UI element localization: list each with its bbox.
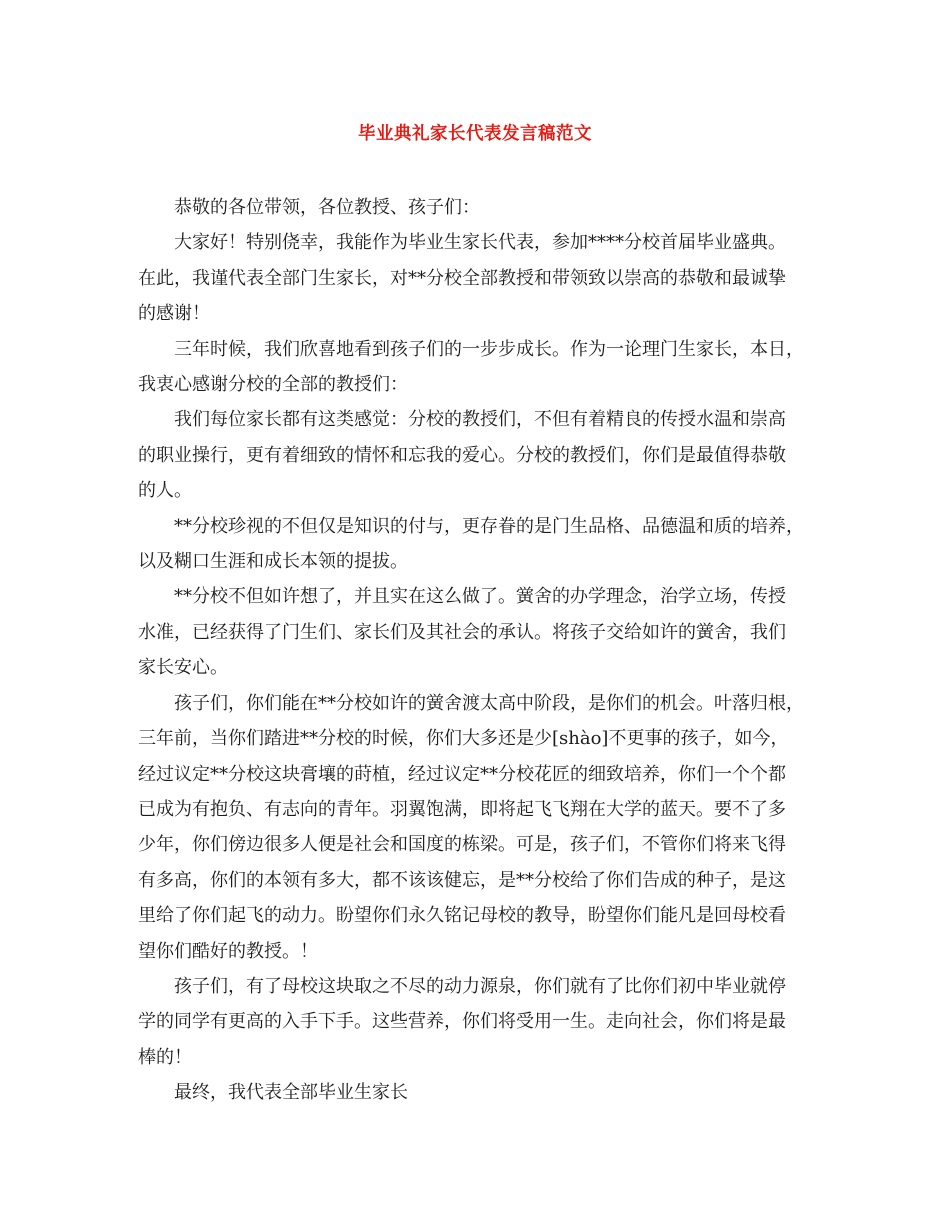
text-line: 大家好！特别侥幸，我能作为毕业生家长代表，参加****分校首届毕业盛典。 [174, 232, 786, 254]
text-line: **分校珍视的不但仅是知识的付与，更存眷的是门生品格、品德温和质的培养， [174, 515, 804, 537]
text-line: 最终，我代表全部毕业生家长 [174, 1082, 408, 1104]
text-line: 的人。 [138, 480, 192, 502]
paragraph-greeting [138, 225, 810, 331]
text-line: 三年时候，我们欣喜地看到孩子们的一步步成长。作为一论理门生家长，本日， [174, 338, 804, 360]
text-line: 棒的！ [138, 1046, 192, 1068]
text-line: 经过议定**分校这块膏壤的莳植，经过议定**分校花匠的细致培养，你们一个个都 [138, 763, 786, 785]
paragraph-children [138, 686, 810, 969]
text-line: 孩子们，有了母校这块取之不尽的动力源泉，你们就有了比你们初中毕业就停 [174, 975, 786, 997]
paragraph-three-years [138, 332, 810, 403]
text-line: 有多高，你们的本领有多大，都不该该健忘，是**分校给了你们告成的种子，是这 [138, 869, 786, 891]
text-line: 望你们酷好的教授。！ [138, 940, 318, 962]
text-line: 少年，你们傍边很多人便是社会和国度的栋梁。可是，孩子们，不管你们将来飞得 [138, 834, 786, 856]
paragraph-values [138, 509, 810, 580]
text-line: 已成为有抱负、有志向的青年。羽翼饱满，即将起飞飞翔在大学的蓝天。要不了多 [138, 798, 786, 820]
text-line: 我衷心感谢分校的全部的教授们： [138, 374, 408, 396]
paragraph-salutation [138, 190, 810, 225]
text-line: 的职业操行，更有着细致的情怀和忘我的爱心。分校的教授们，你们是最值得恭敬 [138, 444, 786, 466]
text-line: 水准，已经获得了门生们、家长们及其社会的承认。将孩子交给如许的黉舍，我们 [138, 621, 786, 643]
paragraph-school [138, 579, 810, 685]
document-body [138, 190, 810, 1111]
paragraph-teachers [138, 402, 810, 508]
text-line: 在此，我谨代表全部门生家长，对**分校全部教授和带领致以崇高的恭敬和最诚挚 [138, 267, 786, 289]
document-title: 毕业典礼家长代表发言稿范文 [358, 124, 592, 144]
text-line: 我们每位家长都有这类感觉：分校的教授们，不但有着精良的传授水温和崇高 [174, 409, 786, 431]
text-line: 里给了你们起飞的动力。盼望你们永久铭记母校的教导，盼望你们能凡是回母校看 [138, 905, 786, 927]
text-line: 恭敬的各位带领，各位教授、孩子们： [174, 197, 480, 218]
text-line: 以及糊口生涯和成长本领的提拔。 [138, 551, 408, 573]
text-line: **分校不但如许想了，并且实在这么做了。黉舍的办学理念，治学立场，传授 [174, 586, 786, 608]
text-line: 学的同学有更高的入手下手。这些营养，你们将受用一生。走向社会，你们将是最 [138, 1011, 786, 1033]
paragraph-closing [138, 1075, 810, 1110]
paragraph-source [138, 969, 810, 1075]
text-line: 三年前，当你们踏进**分校的时候，你们大多还是少[shào]不更事的孩子，如今， [138, 728, 789, 750]
text-line: 的感谢！ [138, 303, 210, 325]
text-line: 孩子们，你们能在**分校如许的黉舍渡太高中阶段，是你们的机会。叶落归根， [174, 692, 804, 714]
text-line: 家长安心。 [138, 657, 228, 679]
